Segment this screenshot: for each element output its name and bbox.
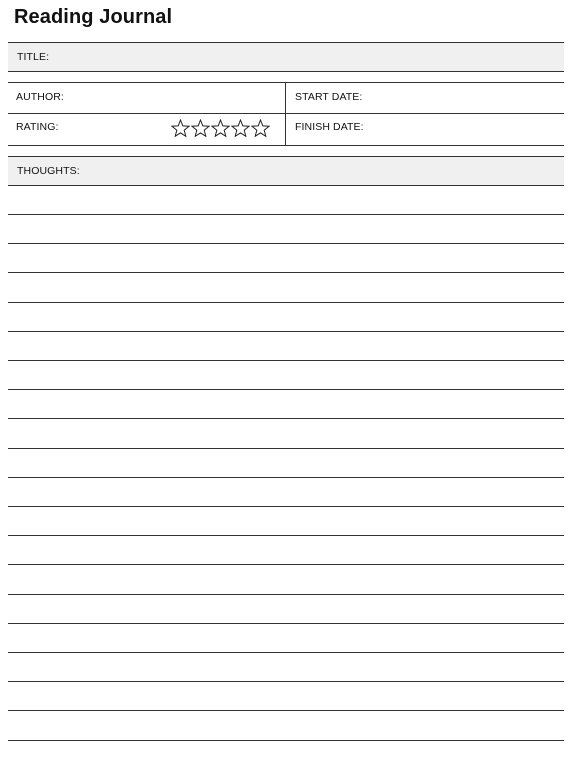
- writing-line: [8, 506, 564, 507]
- writing-line: [8, 272, 564, 273]
- title-field[interactable]: [8, 42, 564, 72]
- writing-line: [8, 623, 564, 624]
- star-outline-icon[interactable]: [251, 119, 270, 138]
- writing-line: [8, 740, 564, 741]
- start-date-field[interactable]: [286, 83, 564, 113]
- writing-line: [8, 389, 564, 390]
- author-label: AUTHOR:: [16, 91, 64, 103]
- writing-line: [8, 360, 564, 361]
- writing-line: [8, 594, 564, 595]
- writing-line: [8, 302, 564, 303]
- writing-line: [8, 214, 564, 215]
- star-outline-icon[interactable]: [211, 119, 230, 138]
- start-date-label: START DATE:: [295, 91, 363, 103]
- page-title: Reading Journal: [14, 6, 173, 28]
- finish-date-label: FINISH DATE:: [295, 121, 364, 133]
- thoughts-header: [8, 156, 564, 186]
- thoughts-label: THOUGHTS:: [17, 165, 80, 177]
- writing-line: [8, 243, 564, 244]
- star-outline-icon[interactable]: [231, 119, 250, 138]
- author-field[interactable]: [8, 83, 285, 113]
- writing-line: [8, 477, 564, 478]
- star-outline-icon[interactable]: [171, 119, 190, 138]
- title-label: TITLE:: [17, 51, 50, 63]
- writing-line: [8, 448, 564, 449]
- star-outline-icon[interactable]: [191, 119, 210, 138]
- rating-stars[interactable]: [171, 119, 270, 138]
- writing-line: [8, 652, 564, 653]
- rating-label: RATING:: [16, 121, 59, 133]
- writing-line: [8, 564, 564, 565]
- writing-line: [8, 535, 564, 536]
- writing-line: [8, 710, 564, 711]
- writing-line: [8, 418, 564, 419]
- book-info-block: [8, 82, 564, 146]
- finish-date-field[interactable]: [286, 114, 564, 145]
- writing-line: [8, 681, 564, 682]
- writing-line: [8, 331, 564, 332]
